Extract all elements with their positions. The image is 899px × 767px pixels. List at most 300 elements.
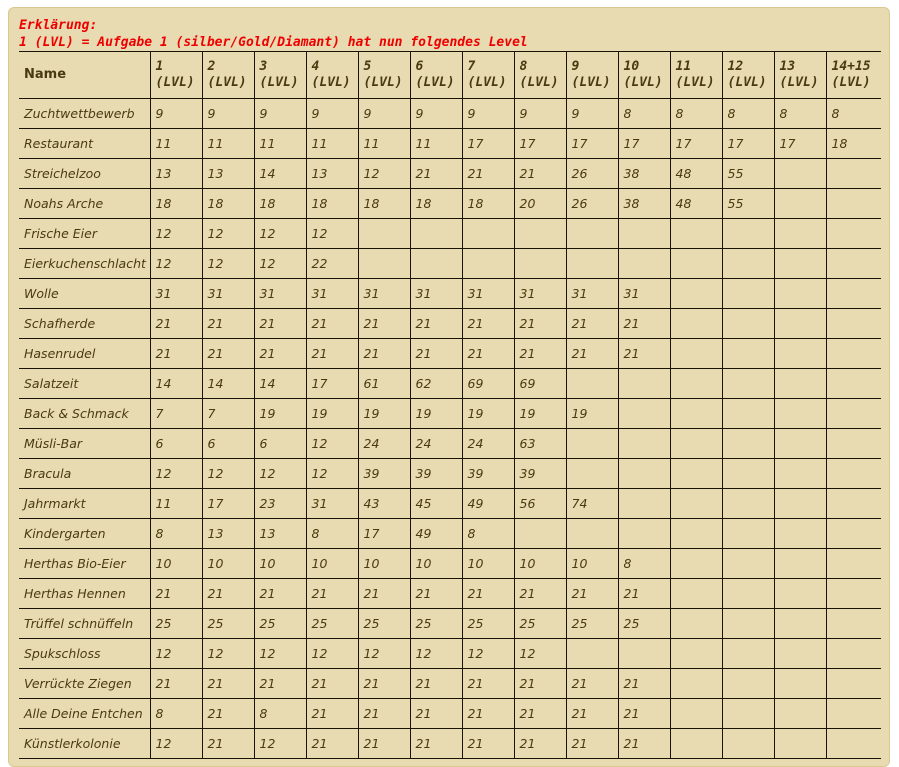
level-value-cell: 13 [202, 519, 254, 549]
level-value-cell [670, 309, 722, 339]
level-value-cell: 21 [306, 729, 358, 759]
level-value-cell: 12 [150, 639, 202, 669]
level-value-cell [670, 639, 722, 669]
table-row [19, 489, 881, 519]
level-value-cell: 21 [410, 669, 462, 699]
level-value-cell: 8 [150, 519, 202, 549]
level-value-cell: 43 [358, 489, 410, 519]
level-value-cell [462, 219, 514, 249]
level-column-unit: (LVL) [363, 75, 403, 90]
level-value-cell: 10 [566, 549, 618, 579]
level-value-cell: 31 [410, 279, 462, 309]
level-value-cell: 17 [202, 489, 254, 519]
level-value-cell [722, 219, 774, 249]
level-value-cell [774, 369, 826, 399]
level-column-number: 11 [675, 59, 692, 74]
level-column-unit: (LVL) [259, 75, 299, 90]
level-value-cell: 8 [826, 99, 881, 129]
level-value-cell: 49 [410, 519, 462, 549]
level-value-cell: 8 [670, 99, 722, 129]
level-column-header [202, 52, 254, 99]
level-value-cell: 21 [358, 339, 410, 369]
level-value-cell: 14 [254, 159, 306, 189]
level-value-cell: 31 [306, 489, 358, 519]
task-name-cell: Trüffel schnüffeln [19, 609, 150, 639]
level-column-header [358, 52, 410, 99]
level-value-cell [722, 489, 774, 519]
level-value-cell: 8 [618, 549, 670, 579]
level-value-cell [618, 369, 670, 399]
table-row [19, 579, 881, 609]
level-value-cell: 21 [202, 669, 254, 699]
table-row [19, 159, 881, 189]
level-value-cell: 9 [514, 99, 566, 129]
table-row [19, 459, 881, 489]
level-column-header [826, 52, 881, 99]
table-row [19, 339, 881, 369]
level-value-cell: 12 [462, 639, 514, 669]
level-value-cell: 31 [566, 279, 618, 309]
level-value-cell [358, 249, 410, 279]
level-value-cell: 21 [566, 669, 618, 699]
level-value-cell: 12 [150, 249, 202, 279]
level-value-cell: 21 [462, 579, 514, 609]
level-value-cell: 21 [618, 339, 670, 369]
level-value-cell: 22 [306, 249, 358, 279]
level-value-cell: 14 [202, 369, 254, 399]
level-value-cell: 18 [826, 129, 881, 159]
level-value-cell: 31 [618, 279, 670, 309]
level-value-cell: 8 [462, 519, 514, 549]
table-header-row [19, 52, 881, 99]
task-name-cell: Noahs Arche [19, 189, 150, 219]
level-value-cell [462, 249, 514, 279]
level-value-cell: 19 [514, 399, 566, 429]
level-value-cell [566, 219, 618, 249]
level-value-cell: 69 [462, 369, 514, 399]
level-value-cell: 17 [566, 129, 618, 159]
level-value-cell: 9 [254, 99, 306, 129]
level-value-cell [774, 249, 826, 279]
level-value-cell: 25 [254, 609, 306, 639]
level-value-cell [774, 429, 826, 459]
level-value-cell: 10 [306, 549, 358, 579]
level-value-cell: 21 [202, 579, 254, 609]
level-value-cell: 21 [410, 729, 462, 759]
level-value-cell [670, 219, 722, 249]
level-value-cell [514, 519, 566, 549]
level-column-number: 14+15 [831, 59, 871, 74]
level-value-cell: 14 [254, 369, 306, 399]
table-row [19, 639, 881, 669]
level-value-cell: 14 [150, 369, 202, 399]
level-value-cell: 21 [618, 729, 670, 759]
level-column-unit: (LVL) [207, 75, 247, 90]
level-value-cell [774, 549, 826, 579]
level-value-cell: 11 [150, 129, 202, 159]
level-value-cell [722, 609, 774, 639]
level-value-cell [826, 339, 881, 369]
level-value-cell: 61 [358, 369, 410, 399]
level-value-cell: 21 [254, 309, 306, 339]
level-value-cell: 21 [150, 669, 202, 699]
level-column-unit: (LVL) [623, 75, 663, 90]
table-row [19, 369, 881, 399]
level-value-cell: 8 [774, 99, 826, 129]
level-value-cell: 12 [358, 639, 410, 669]
level-value-cell [826, 669, 881, 699]
level-value-cell: 12 [306, 219, 358, 249]
level-value-cell: 55 [722, 159, 774, 189]
level-value-cell [826, 189, 881, 219]
level-value-cell: 12 [306, 639, 358, 669]
content-panel [8, 7, 890, 767]
level-column-number: 7 [467, 59, 476, 74]
table-row [19, 279, 881, 309]
task-name-cell: Streichelzoo [19, 159, 150, 189]
level-value-cell [826, 159, 881, 189]
level-value-cell [826, 279, 881, 309]
level-value-cell [618, 639, 670, 669]
level-column-unit: (LVL) [727, 75, 767, 90]
level-value-cell: 7 [150, 399, 202, 429]
level-value-cell: 55 [722, 189, 774, 219]
level-value-cell [722, 249, 774, 279]
level-column-header [410, 52, 462, 99]
level-value-cell: 6 [254, 429, 306, 459]
level-value-cell [826, 729, 881, 759]
name-column-header: Name [19, 52, 150, 99]
level-value-cell [566, 429, 618, 459]
level-value-cell: 39 [462, 459, 514, 489]
level-value-cell [670, 429, 722, 459]
level-value-cell [826, 699, 881, 729]
level-value-cell: 24 [462, 429, 514, 459]
table-row [19, 519, 881, 549]
level-value-cell: 12 [306, 459, 358, 489]
level-value-cell: 21 [410, 159, 462, 189]
level-value-cell: 21 [514, 729, 566, 759]
level-value-cell: 25 [358, 609, 410, 639]
level-value-cell: 38 [618, 189, 670, 219]
level-value-cell: 10 [462, 549, 514, 579]
table-body [19, 99, 881, 759]
level-value-cell: 21 [514, 159, 566, 189]
legend [19, 17, 528, 51]
level-value-cell: 17 [670, 129, 722, 159]
level-column-number: 6 [415, 59, 424, 74]
level-value-cell: 11 [150, 489, 202, 519]
level-value-cell [774, 219, 826, 249]
level-value-cell: 21 [306, 699, 358, 729]
level-value-cell: 8 [722, 99, 774, 129]
level-value-cell [722, 279, 774, 309]
level-value-cell: 38 [618, 159, 670, 189]
level-value-cell: 31 [306, 279, 358, 309]
task-name-cell: Spukschloss [19, 639, 150, 669]
level-column-unit: (LVL) [467, 75, 507, 90]
level-value-cell: 21 [566, 699, 618, 729]
level-value-cell: 31 [202, 279, 254, 309]
level-value-cell [722, 309, 774, 339]
level-value-cell: 12 [150, 729, 202, 759]
level-value-cell: 9 [202, 99, 254, 129]
level-value-cell [722, 369, 774, 399]
level-column-header [254, 52, 306, 99]
level-value-cell [410, 219, 462, 249]
level-value-cell: 25 [462, 609, 514, 639]
level-value-cell [826, 369, 881, 399]
level-value-cell [774, 159, 826, 189]
level-value-cell: 21 [306, 669, 358, 699]
task-name-cell: Verrückte Ziegen [19, 669, 150, 699]
level-value-cell: 21 [306, 309, 358, 339]
level-value-cell [826, 519, 881, 549]
level-value-cell: 19 [410, 399, 462, 429]
level-value-cell: 6 [150, 429, 202, 459]
level-value-cell [566, 639, 618, 669]
level-value-cell [774, 459, 826, 489]
level-value-cell: 63 [514, 429, 566, 459]
level-value-cell: 21 [254, 339, 306, 369]
level-value-cell [774, 189, 826, 219]
level-value-cell: 12 [150, 459, 202, 489]
level-value-cell: 17 [514, 129, 566, 159]
level-value-cell [826, 489, 881, 519]
level-value-cell: 21 [462, 729, 514, 759]
task-name-cell: Bracula [19, 459, 150, 489]
task-name-cell: Salatzeit [19, 369, 150, 399]
level-value-cell: 18 [410, 189, 462, 219]
level-value-cell [774, 489, 826, 519]
level-value-cell [774, 609, 826, 639]
table-row [19, 99, 881, 129]
level-value-cell: 39 [410, 459, 462, 489]
level-column-unit: (LVL) [155, 75, 195, 90]
level-value-cell: 20 [514, 189, 566, 219]
level-value-cell: 19 [462, 399, 514, 429]
level-value-cell [722, 459, 774, 489]
level-column-header [150, 52, 202, 99]
level-value-cell: 12 [202, 249, 254, 279]
level-value-cell: 48 [670, 159, 722, 189]
level-value-cell: 21 [202, 309, 254, 339]
level-value-cell [670, 279, 722, 309]
level-value-cell: 18 [254, 189, 306, 219]
level-value-cell: 12 [254, 459, 306, 489]
level-value-cell: 12 [202, 219, 254, 249]
level-value-cell: 21 [410, 309, 462, 339]
level-value-cell: 21 [514, 699, 566, 729]
level-value-cell: 18 [358, 189, 410, 219]
task-name-cell: Jahrmarkt [19, 489, 150, 519]
level-value-cell: 21 [618, 699, 670, 729]
table-row [19, 309, 881, 339]
level-value-cell: 69 [514, 369, 566, 399]
level-value-cell [722, 699, 774, 729]
level-value-cell: 31 [150, 279, 202, 309]
level-value-cell: 12 [254, 639, 306, 669]
level-column-number: 9 [571, 59, 580, 74]
level-column-header [306, 52, 358, 99]
level-value-cell: 6 [202, 429, 254, 459]
level-value-cell: 9 [566, 99, 618, 129]
level-value-cell: 25 [306, 609, 358, 639]
level-value-cell: 21 [202, 729, 254, 759]
level-value-cell [670, 609, 722, 639]
level-value-cell: 18 [306, 189, 358, 219]
level-column-unit: (LVL) [831, 75, 871, 90]
level-value-cell: 21 [514, 669, 566, 699]
table-row [19, 249, 881, 279]
level-value-cell: 17 [722, 129, 774, 159]
level-column-number: 8 [519, 59, 528, 74]
level-value-cell [670, 459, 722, 489]
level-value-cell [670, 579, 722, 609]
level-value-cell [618, 519, 670, 549]
level-value-cell: 19 [358, 399, 410, 429]
level-value-cell [566, 519, 618, 549]
level-value-cell: 10 [410, 549, 462, 579]
level-value-cell [514, 249, 566, 279]
level-value-cell [358, 219, 410, 249]
level-value-cell: 31 [254, 279, 306, 309]
level-value-cell [774, 669, 826, 699]
level-value-cell [670, 399, 722, 429]
level-value-cell [826, 639, 881, 669]
level-value-cell: 21 [358, 699, 410, 729]
level-value-cell: 25 [566, 609, 618, 639]
level-value-cell: 11 [358, 129, 410, 159]
level-value-cell: 9 [150, 99, 202, 129]
level-value-cell: 12 [254, 249, 306, 279]
level-value-cell [566, 459, 618, 489]
level-value-cell [826, 579, 881, 609]
table-row [19, 219, 881, 249]
level-value-cell: 8 [306, 519, 358, 549]
level-value-cell: 21 [358, 309, 410, 339]
task-name-cell: Wolle [19, 279, 150, 309]
level-value-cell: 10 [150, 549, 202, 579]
task-name-cell: Back & Schmack [19, 399, 150, 429]
level-value-cell [826, 459, 881, 489]
level-value-cell [774, 339, 826, 369]
level-value-cell [826, 549, 881, 579]
level-value-cell: 18 [150, 189, 202, 219]
level-value-cell: 9 [462, 99, 514, 129]
level-value-cell: 25 [202, 609, 254, 639]
level-value-cell: 17 [462, 129, 514, 159]
level-value-cell: 31 [462, 279, 514, 309]
level-column-number: 3 [259, 59, 268, 74]
level-value-cell: 21 [202, 699, 254, 729]
task-name-cell: Herthas Hennen [19, 579, 150, 609]
level-value-cell: 12 [306, 429, 358, 459]
level-value-cell: 13 [306, 159, 358, 189]
task-name-cell: Künstlerkolonie [19, 729, 150, 759]
level-value-cell: 21 [462, 309, 514, 339]
table-row [19, 549, 881, 579]
table-row [19, 699, 881, 729]
level-value-cell: 21 [514, 579, 566, 609]
level-column-unit: (LVL) [571, 75, 611, 90]
level-column-header [514, 52, 566, 99]
level-value-cell: 21 [358, 669, 410, 699]
level-value-cell: 21 [566, 309, 618, 339]
task-name-cell: Alle Deine Entchen [19, 699, 150, 729]
legend-text: 1 (LVL) = Aufgabe 1 (silber/Gold/Diamant) hat nun folgendes Level [19, 35, 528, 50]
level-value-cell: 10 [254, 549, 306, 579]
level-value-cell [826, 249, 881, 279]
level-value-cell [722, 549, 774, 579]
level-value-cell: 45 [410, 489, 462, 519]
level-value-cell [514, 219, 566, 249]
level-column-unit: (LVL) [415, 75, 455, 90]
level-value-cell: 19 [254, 399, 306, 429]
level-value-cell [722, 399, 774, 429]
level-value-cell: 17 [306, 369, 358, 399]
level-value-cell: 21 [618, 309, 670, 339]
level-value-cell: 74 [566, 489, 618, 519]
level-value-cell: 25 [618, 609, 670, 639]
level-value-cell: 10 [202, 549, 254, 579]
level-value-cell [618, 459, 670, 489]
level-table [19, 51, 881, 759]
level-column-header [566, 52, 618, 99]
level-value-cell: 24 [410, 429, 462, 459]
level-value-cell: 8 [150, 699, 202, 729]
level-value-cell: 12 [514, 639, 566, 669]
level-value-cell [774, 279, 826, 309]
level-value-cell: 48 [670, 189, 722, 219]
level-value-cell [722, 729, 774, 759]
level-column-unit: (LVL) [519, 75, 559, 90]
level-value-cell: 21 [150, 339, 202, 369]
level-value-cell: 17 [774, 129, 826, 159]
level-value-cell: 21 [202, 339, 254, 369]
task-name-cell: Eierkuchenschlacht [19, 249, 150, 279]
level-value-cell: 25 [410, 609, 462, 639]
legend-title: Erklärung: [19, 18, 98, 33]
level-column-number: 13 [779, 59, 796, 74]
level-value-cell [670, 339, 722, 369]
level-value-cell [670, 369, 722, 399]
level-value-cell: 13 [254, 519, 306, 549]
level-value-cell: 21 [462, 669, 514, 699]
level-value-cell: 19 [566, 399, 618, 429]
level-value-cell: 10 [358, 549, 410, 579]
level-value-cell [670, 549, 722, 579]
task-name-cell: Müsli-Bar [19, 429, 150, 459]
level-value-cell: 21 [462, 159, 514, 189]
table-row [19, 729, 881, 759]
level-value-cell: 17 [358, 519, 410, 549]
level-value-cell: 21 [618, 669, 670, 699]
level-value-cell [826, 309, 881, 339]
level-value-cell: 21 [566, 579, 618, 609]
table-row [19, 189, 881, 219]
table-row [19, 609, 881, 639]
level-value-cell [722, 429, 774, 459]
level-value-cell: 21 [462, 339, 514, 369]
level-value-cell: 21 [358, 579, 410, 609]
table-row [19, 399, 881, 429]
level-value-cell [618, 399, 670, 429]
level-value-cell: 12 [202, 459, 254, 489]
level-value-cell: 21 [410, 699, 462, 729]
level-value-cell: 21 [462, 699, 514, 729]
table-row [19, 669, 881, 699]
